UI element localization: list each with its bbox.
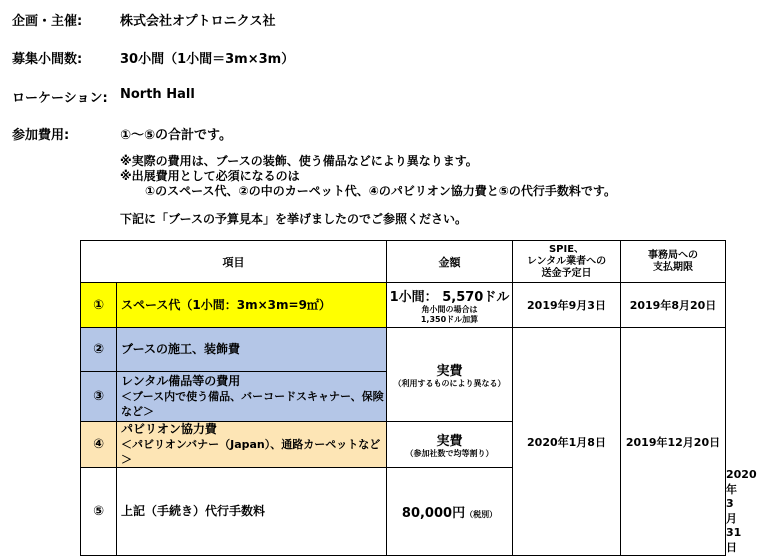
fee-value: ①～⑤の合計です。 bbox=[120, 128, 232, 143]
location-value: North Hall bbox=[120, 87, 195, 102]
note-line-4: 下記に「ブースの予算見本」を挙げましたのでご参照ください。 bbox=[120, 212, 468, 226]
booths-label: 募集小間数: bbox=[12, 52, 83, 67]
row-1-title: スペース代（1小間：3m×3m=9㎡） bbox=[117, 283, 387, 328]
row-4-number: ④ bbox=[81, 422, 117, 468]
row-2-number: ② bbox=[81, 328, 117, 372]
header-send-date bbox=[513, 241, 621, 283]
row-4-title: パビリオン協力費 bbox=[121, 422, 217, 436]
row-4-title-cell bbox=[117, 422, 387, 468]
booths-value: 30小間（1小間＝3m×3m） bbox=[120, 52, 295, 67]
header-send-line-3: 送金予定日 bbox=[541, 267, 592, 279]
note-line-3: ①のスペース代、②の中のカーペット代、④のパビリオン協力費と⑤の代行手数料です。 bbox=[145, 184, 616, 198]
organizer-label: 企画・主催: bbox=[12, 14, 83, 29]
table-header-row bbox=[81, 241, 726, 283]
row-5-amount-tax: （税別） bbox=[465, 510, 498, 519]
row-1-pay-date: 2019年8月20日 bbox=[621, 283, 726, 328]
table-row bbox=[81, 283, 726, 328]
row-5-title: 上記（手続き）代行手数料 bbox=[117, 468, 387, 556]
row-3-title-cell bbox=[117, 372, 387, 422]
row-2-title: ブースの施工、装飾費 bbox=[117, 328, 387, 372]
row-5-number: ⑤ bbox=[81, 468, 117, 556]
header-pay-line-1: 事務局への bbox=[648, 249, 698, 261]
row-1-number: ① bbox=[81, 283, 117, 328]
actual-cost-2-note: （参加社数で均等割り） bbox=[405, 449, 494, 458]
row-5-amount-main: 80,000円 bbox=[401, 506, 466, 521]
actual-cost-1-note: （利用するものにより異なる） bbox=[393, 379, 506, 388]
note-line-1: ※実際の費用は、ブースの装飾、使う備品などにより異なります。 bbox=[120, 154, 478, 168]
row-3-number: ③ bbox=[81, 372, 117, 422]
header-pay-line-2: 支払期限 bbox=[653, 261, 693, 273]
fee-label: 参加費用: bbox=[12, 128, 70, 143]
row-3-subtitle: ＜ブース内で使う備品、バーコードスキャナー、保険など＞ bbox=[121, 390, 384, 418]
row-1-amount-sub-2: 1,350ドル加算 bbox=[420, 314, 479, 324]
header-send-line-1: SPIE、 bbox=[548, 243, 585, 255]
actual-cost-cell-1 bbox=[387, 328, 513, 422]
actual-cost-cell-2 bbox=[387, 422, 513, 468]
note-line-2: ※出展費用として必須になるのは bbox=[120, 169, 300, 183]
merged-send-date: 2020年1月8日 bbox=[513, 328, 621, 556]
row-1-amount-main: 1小間： 5,570ドル bbox=[389, 289, 510, 305]
header-pay-deadline bbox=[621, 241, 726, 283]
actual-cost-2: 実費 bbox=[436, 434, 463, 449]
merged-pay-date: 2019年12月20日 bbox=[621, 328, 726, 556]
table-row bbox=[81, 328, 726, 372]
row-5-amount bbox=[387, 468, 513, 556]
header-amount: 金額 bbox=[387, 241, 513, 283]
header-send-line-2: レンタル業者への bbox=[526, 255, 607, 267]
organizer-value: 株式会社オプトロニクス社 bbox=[120, 14, 276, 29]
actual-cost-1: 実費 bbox=[436, 364, 463, 379]
table-row: ⑤ 上記（手続き）代行手数料 80,000円（税別） 2020年3月31日 bbox=[81, 468, 726, 556]
row-4-subtitle: ＜パビリオンバナー（Japan）、通路カーペットなど＞ bbox=[121, 438, 381, 466]
budget-table bbox=[80, 240, 757, 556]
row-1-amount bbox=[387, 283, 513, 328]
location-label: ローケーション: bbox=[12, 91, 108, 106]
header-item: 項目 bbox=[81, 241, 387, 283]
row-1-amount-sub-1: 角小間の場合は bbox=[421, 304, 478, 314]
row-1-send-date: 2019年9月3日 bbox=[513, 283, 621, 328]
row-3-title: レンタル備品等の費用 bbox=[121, 374, 241, 388]
